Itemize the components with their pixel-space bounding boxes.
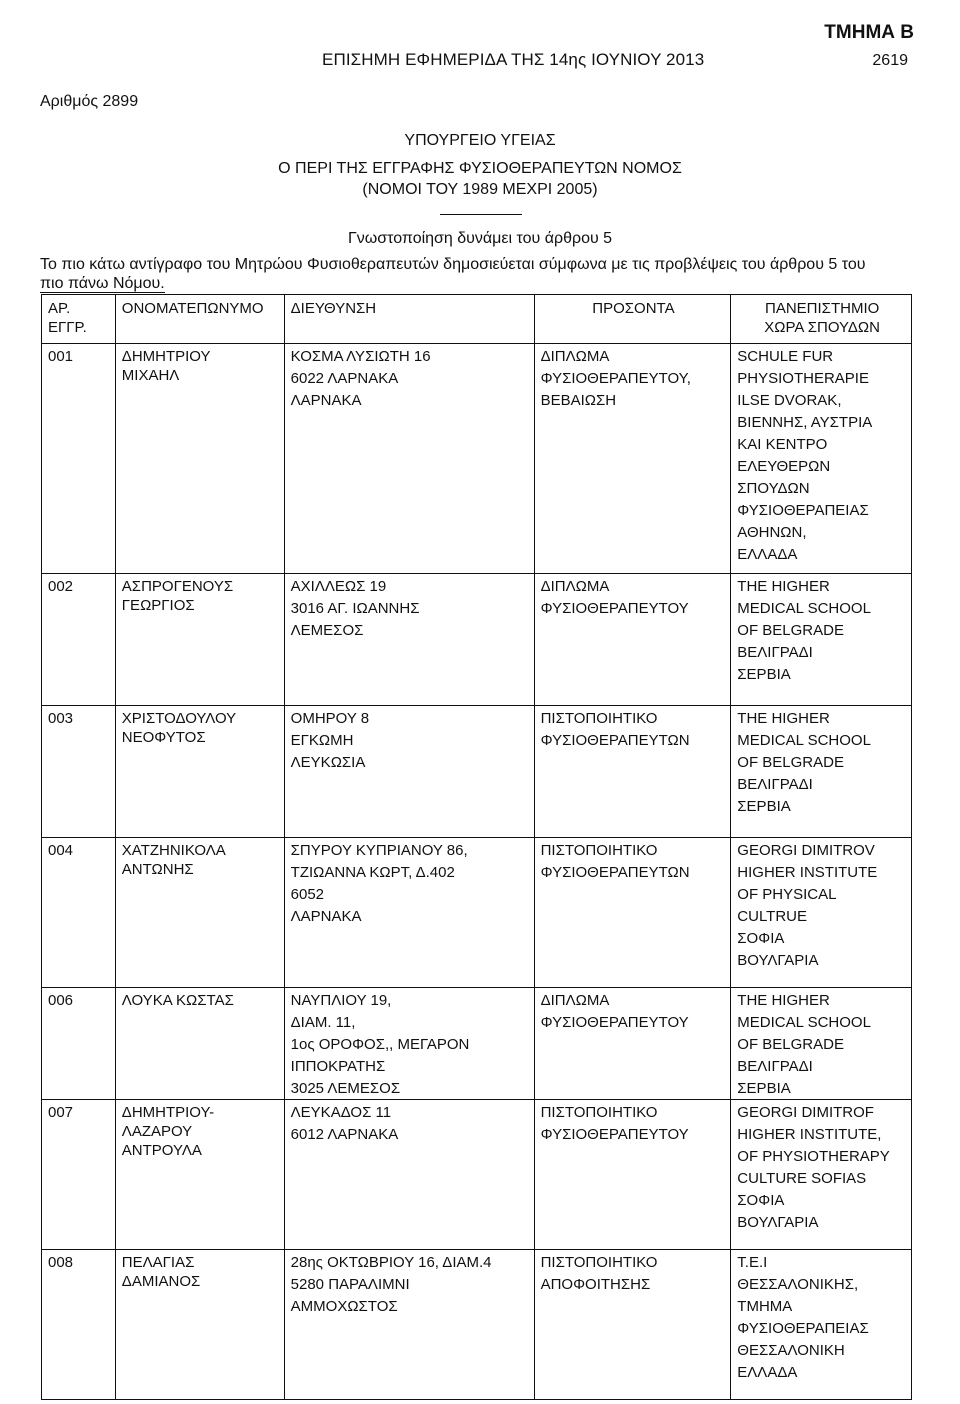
institution-line: OF BELGRADE [737, 622, 844, 639]
table-row [42, 344, 912, 574]
num-line: 007 [48, 1104, 74, 1121]
institution-line: CULTURE SOFIAS [737, 1170, 867, 1187]
address-line: 3025 ΛΕΜΕΣΟΣ [290, 1080, 401, 1097]
header-institution [731, 295, 912, 344]
cell-qualifications [534, 1100, 731, 1250]
cell-num [42, 344, 116, 574]
institution-line: MEDICAL SCHOOL [737, 1014, 871, 1031]
institution-line: ΒΙΕΝΝΗΣ, ΑΥΣΤΡΙΑ [737, 414, 873, 431]
qualifications-line: ΒΕΒΑΙΩΣΗ [540, 392, 617, 409]
cell-name [115, 344, 284, 574]
cell-name [115, 1100, 284, 1250]
cell-address [284, 344, 534, 574]
cell-qualifications [534, 344, 731, 574]
qualifications-line: ΠΙΣΤΟΠΟΙΗΤΙΚΟ [540, 1104, 658, 1121]
institution-line: ΣΟΦΙΑ [737, 1192, 785, 1209]
institution-line: MEDICAL SCHOOL [737, 732, 871, 749]
cell-name [115, 574, 284, 706]
institution-line: ΕΛΕΥΘΕΡΩΝ [737, 458, 831, 475]
address-line: ΝΑΥΠΛΙΟΥ 19, [290, 992, 392, 1009]
cell-name [115, 706, 284, 838]
qualifications-line: ΠΙΣΤΟΠΟΙΗΤΙΚΟ [540, 710, 658, 727]
cell-qualifications [534, 574, 731, 706]
address-line: 6052 [290, 886, 325, 903]
cell-address [284, 1100, 534, 1250]
institution-line: SCHULE FUR [737, 348, 834, 365]
address-line: 6012 ΛΑΡΝΑΚΑ [290, 1126, 399, 1143]
name-line: ΧΑΤΖΗΝΙΚΟΛΑ [121, 842, 226, 859]
cell-name [115, 988, 284, 1100]
table-body [42, 344, 912, 1400]
institution-line: ΣΠΟΥΔΩΝ [737, 480, 810, 497]
address-line: ΣΠΥΡΟΥ ΚΥΠΡΙΑΝΟΥ 86, [290, 842, 468, 859]
name-line: ΔΗΜΗΤΡΙΟΥ [121, 348, 211, 365]
cell-institution [731, 988, 912, 1100]
qualifications-line: ΔΙΠΛΩΜΑ [540, 578, 610, 595]
institution-line: HIGHER INSTITUTE [737, 864, 878, 881]
qualifications-line: ΦΥΣΙΟΘΕΡΑΠΕΥΤΟΥ, [540, 370, 691, 387]
cell-address [284, 574, 534, 706]
address-line: ΛΕΥΚΑΔΟΣ 11 [290, 1104, 392, 1121]
cell-num [42, 706, 116, 838]
header-institution-line: ΠΑΝΕΠΙΣΤΗΜΙΟ [765, 300, 880, 317]
name-line: ΧΡΙΣΤΟΔΟΥΛΟΥ [121, 710, 237, 727]
institution-line: OF BELGRADE [737, 754, 844, 771]
institution-line: CULTRUE [737, 908, 808, 925]
table-row [42, 838, 912, 988]
address-line: ΟΜΗΡΟΥ 8 [290, 710, 370, 727]
cell-num [42, 574, 116, 706]
institution-line: OF PHYSICAL [737, 886, 837, 903]
separator-rule [440, 214, 522, 215]
institution-line: PHYSIOTHERAPIE [737, 370, 869, 387]
name-line: ΜΙΧΑΗΛ [121, 367, 180, 384]
institution-line: ΕΛΛΑΔΑ [737, 1364, 798, 1381]
qualifications-line: ΦΥΣΙΟΘΕΡΑΠΕΥΤΟΥ [540, 1014, 689, 1031]
table-row [42, 988, 912, 1100]
intro-text: Το πιο κάτω αντίγραφο του Μητρώου Φυσιοθεραπευτών δημοσιεύεται σύμφωνα με τις προβλέψεις του άρθρου 5 του [40, 256, 866, 273]
address-line: 5280 ΠΑΡΑΛΙΜΝΙ [290, 1276, 410, 1293]
institution-line: ΦΥΣΙΟΘΕΡΑΠΕΙΑΣ [737, 1320, 869, 1337]
institution-line: OF PHYSIOTHERAPY [737, 1148, 890, 1165]
qualifications-line: ΦΥΣΙΟΘΕΡΑΠΕΥΤΟΥ [540, 600, 689, 617]
cell-num [42, 1250, 116, 1400]
qualifications-line: ΦΥΣΙΟΘΕΡΑΠΕΥΤΟΥ [540, 1126, 689, 1143]
cell-institution [731, 1250, 912, 1400]
num-line: 003 [48, 710, 74, 727]
qualifications-line: ΑΠΟΦΟΙΤΗΣΗΣ [540, 1276, 651, 1293]
institution-line: ILSE DVORAK, [737, 392, 842, 409]
cell-institution [731, 838, 912, 988]
intro-tail: πιο πάνω Νόμου. [40, 275, 165, 292]
name-line: ΛΑΖΑΡΟΥ [121, 1123, 193, 1140]
institution-line: THE HIGHER [737, 578, 830, 595]
cell-address [284, 838, 534, 988]
institution-line: ΦΥΣΙΟΘΕΡΑΠΕΙΑΣ [737, 502, 869, 519]
institution-line: ΒΕΛΙΓΡΑΔΙ [737, 1058, 813, 1075]
institution-line: ΑΘΗΝΩΝ, [737, 524, 807, 541]
header-num-line: ΕΓΓΡ. [48, 319, 87, 336]
name-line: ΠΕΛΑΓΙΑΣ [121, 1254, 195, 1271]
cell-qualifications [534, 706, 731, 838]
page-number: 2619 [872, 52, 908, 69]
cell-qualifications [534, 838, 731, 988]
institution-line: ΣΕΡΒΙΑ [737, 798, 791, 815]
qualifications-line: ΠΙΣΤΟΠΟΙΗΤΙΚΟ [540, 1254, 658, 1271]
institution-line: ΣΕΡΒΙΑ [737, 1080, 791, 1097]
institution-line: HIGHER INSTITUTE, [737, 1126, 882, 1143]
ministry-title: ΥΠΟΥΡΓΕΙΟ ΥΓΕΙΑΣ [404, 132, 556, 149]
header-address-line: ΔΙΕΥΘΥΝΣΗ [290, 300, 377, 317]
cell-address [284, 706, 534, 838]
qualifications-line: ΠΙΣΤΟΠΟΙΗΤΙΚΟ [540, 842, 658, 859]
address-line: ΛΑΡΝΑΚΑ [290, 392, 362, 409]
institution-line: Τ.Ε.Ι [737, 1254, 768, 1271]
header-institution-line: ΧΩΡΑ ΣΠΟΥΔΩΝ [764, 319, 880, 336]
table-row [42, 706, 912, 838]
header-qualifications-line: ΠΡΟΣΟΝΤΑ [592, 300, 675, 317]
header-qualifications [534, 295, 731, 344]
institution-line: GEORGI DIMITROV [737, 842, 875, 859]
name-line: ΝΕΟΦΥΤΟΣ [121, 729, 206, 746]
address-line: 28ης ΟΚΤΩΒΡΙΟΥ 16, ΔΙΑΜ.4 [290, 1254, 492, 1271]
institution-line: ΒΟΥΛΓΑΡΙΑ [737, 1214, 819, 1231]
table-header-row [42, 295, 912, 344]
institution-line: THE HIGHER [737, 992, 830, 1009]
address-line: ΔΙΑΜ. 11, [290, 1014, 356, 1031]
institution-line: OF BELGRADE [737, 1036, 844, 1053]
table-row [42, 1100, 912, 1250]
address-line: 3016 ΑΓ. ΙΩΑΝΝΗΣ [290, 600, 420, 617]
name-line: ΔΑΜΙΑΝΟΣ [121, 1273, 201, 1290]
institution-line: ΘΕΣΣΑΛΟΝΙΚΗΣ, [737, 1276, 859, 1293]
register-table [41, 294, 912, 1400]
address-line: 1ος ΟΡΟΦΟΣ,, ΜΕΓΑΡΟΝ [290, 1036, 470, 1053]
cell-num [42, 988, 116, 1100]
cell-num [42, 838, 116, 988]
institution-line: ΤΜΗΜΑ [737, 1298, 793, 1315]
cell-address [284, 1250, 534, 1400]
institution-line: ΣΕΡΒΙΑ [737, 666, 791, 683]
cell-num [42, 1100, 116, 1250]
notice-title: Γνωστοποίηση δυνάμει του άρθρου 5 [347, 230, 613, 247]
issue-number: Αριθμός 2899 [40, 93, 139, 110]
cell-qualifications [534, 988, 731, 1100]
header-num-line: ΑΡ. [48, 300, 71, 317]
num-line: 002 [48, 578, 74, 595]
header-name-line: ΟΝΟΜΑΤΕΠΩΝΥΜΟ [121, 300, 264, 317]
qualifications-line: ΦΥΣΙΟΘΕΡΑΠΕΥΤΩΝ [540, 732, 690, 749]
name-line: ΔΗΜΗΤΡΙΟΥ- [121, 1104, 215, 1121]
cell-name [115, 838, 284, 988]
institution-line: ΒΕΛΙΓΡΑΔΙ [737, 644, 813, 661]
intro-paragraph [40, 255, 920, 293]
institution-line: MEDICAL SCHOOL [737, 600, 871, 617]
cell-qualifications [534, 1250, 731, 1400]
institution-line: ΚΑΙ ΚΕΝΤΡΟ [737, 436, 828, 453]
address-line: ΤΖΙΩΑΝΝΑ ΚΩΡΤ, Δ.402 [290, 864, 455, 881]
cell-institution [731, 706, 912, 838]
address-line: ΛΕΜΕΣΟΣ [290, 622, 364, 639]
institution-line: ΘΕΣΣΑΛΟΝΙΚΗ [737, 1342, 845, 1359]
cell-institution [731, 344, 912, 574]
qualifications-line: ΔΙΠΛΩΜΑ [540, 348, 610, 365]
address-line: 6022 ΛΑΡΝΑΚΑ [290, 370, 399, 387]
institution-line: GEORGI DIMITROF [737, 1104, 874, 1121]
institution-line: THE HIGHER [737, 710, 830, 727]
address-line: ΑΜΜΟΧΩΣΤΟΣ [290, 1298, 398, 1315]
address-line: ΛΕΥΚΩΣΙΑ [290, 754, 366, 771]
section-label: ΤΜΗΜΑ Β [824, 22, 914, 43]
header-address [284, 295, 534, 344]
num-line: 008 [48, 1254, 74, 1271]
address-line: ΕΓΚΩΜΗ [290, 732, 354, 749]
table-row [42, 574, 912, 706]
address-line: ΚΟΣΜΑ ΛΥΣΙΩΤΗ 16 [290, 348, 431, 365]
institution-line: ΒΟΥΛΓΑΡΙΑ [737, 952, 819, 969]
table-row [42, 1250, 912, 1400]
qualifications-line: ΔΙΠΛΩΜΑ [540, 992, 610, 1009]
name-line: ΑΣΠΡΟΓΕΝΟΥΣ [121, 578, 234, 595]
header-name [115, 295, 284, 344]
cell-address [284, 988, 534, 1100]
address-line: ΙΠΠΟΚΡΑΤΗΣ [290, 1058, 386, 1075]
cell-name [115, 1250, 284, 1400]
address-line: ΛΑΡΝΑΚΑ [290, 908, 362, 925]
num-line: 001 [48, 348, 74, 365]
cell-institution [731, 1100, 912, 1250]
header-num [42, 295, 116, 344]
law-title: Ο ΠΕΡΙ ΤΗΣ ΕΓΓΡΑΦΗΣ ΦΥΣΙΟΘΕΡΑΠΕΥΤΩΝ ΝΟΜΟΣ [278, 160, 682, 177]
address-line: ΑΧΙΛΛΕΩΣ 19 [290, 578, 387, 595]
institution-line: ΒΕΛΙΓΡΑΔΙ [737, 776, 813, 793]
institution-line: ΕΛΛΑΔΑ [737, 546, 798, 563]
gazette-title: ΕΠΙΣΗΜΗ ΕΦΗΜΕΡΙΔΑ ΤΗΣ 14ης ΙΟΥΝΙΟΥ 2013 [322, 50, 705, 69]
qualifications-line: ΦΥΣΙΟΘΕΡΑΠΕΥΤΩΝ [540, 864, 690, 881]
institution-line: ΣΟΦΙΑ [737, 930, 785, 947]
num-line: 006 [48, 992, 74, 1009]
name-line: ΑΝΤΡΟΥΛΑ [121, 1142, 202, 1159]
name-line: ΓΕΩΡΓΙΟΣ [121, 597, 195, 614]
cell-institution [731, 574, 912, 706]
name-line: ΑΝΤΩΝΗΣ [121, 861, 194, 878]
num-line: 004 [48, 842, 74, 859]
law-years: (ΝΟΜΟΙ ΤΟΥ 1989 ΜΕΧΡΙ 2005) [362, 181, 598, 198]
name-line: ΛΟΥΚΑ ΚΩΣΤΑΣ [121, 992, 234, 1009]
